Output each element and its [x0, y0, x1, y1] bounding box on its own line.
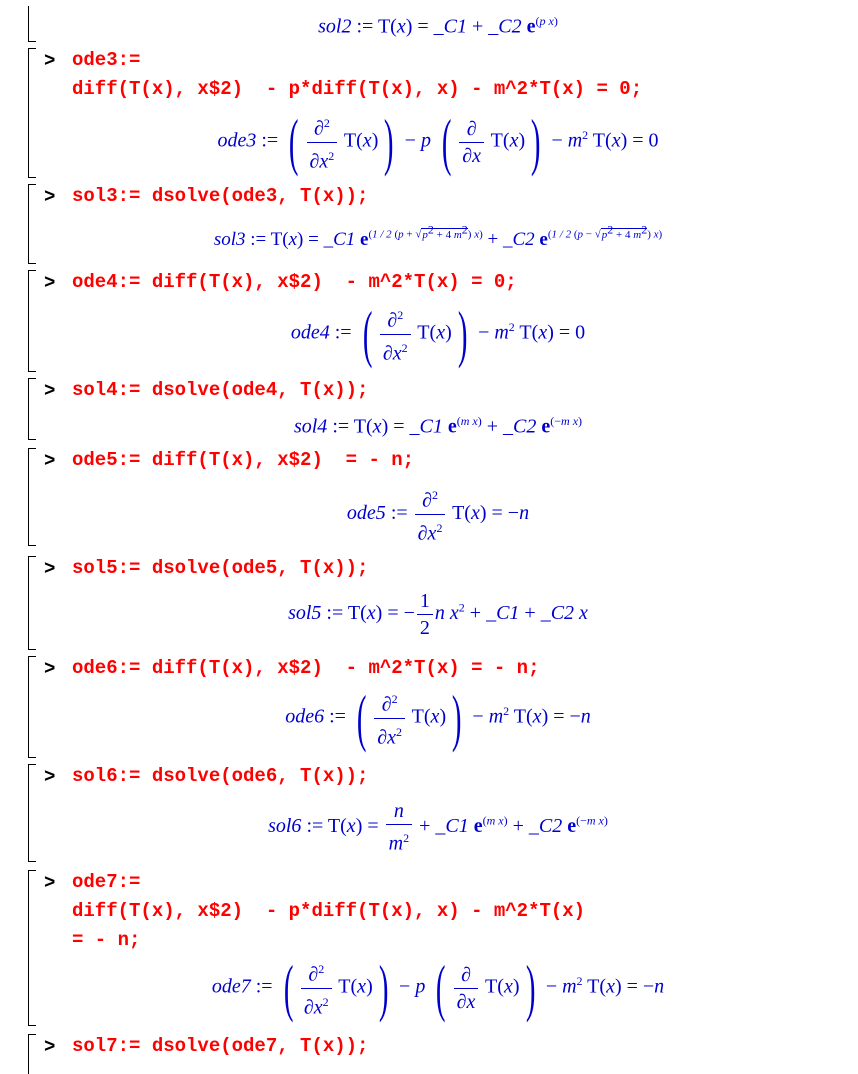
- output-name: ode7: [211, 975, 251, 998]
- output-name: ode4: [290, 321, 330, 344]
- output-name: ode3: [217, 129, 257, 152]
- exec-group-sol2[interactable]: [28, 6, 848, 42]
- input-prompt: >: [44, 766, 56, 788]
- input-ode5[interactable]: ode5:= diff(T(x), x$2) = - n;: [72, 449, 415, 471]
- input-prompt: >: [44, 186, 56, 208]
- input-sol6[interactable]: sol6:= dsolve(ode6, T(x));: [72, 765, 369, 787]
- group-bracket[interactable]: [28, 1034, 36, 1074]
- output-sol4: sol4 := T(x) = _C1 $e^{(m x)}$ + _C2 $e^{(-m x)}$: [293, 414, 583, 438]
- input-sol7[interactable]: sol7:= dsolve(ode7, T(x));: [72, 1035, 369, 1057]
- output-name: ode5: [346, 501, 386, 524]
- exec-group-sol4[interactable]: [28, 378, 848, 440]
- output-sol5: sol5 := T(x) = − $\frac{1}{2}$ n $x^2$ + _C1 + _C2 x: [288, 590, 588, 639]
- output-sol3: sol3 := T(x) = _C1 $e^{(1 / 2 (p + √p^2 + 4 m^2) x)}$ + _C2 $e^{(1 / 2 (p - √p^2 + 4 m^2) x)}$: [213, 222, 663, 250]
- output-name: sol4: [293, 415, 328, 438]
- input-ode3[interactable]: ode3:= diff(T(x), x$2) - p*diff(T(x), x) - m^2*T(x) = 0;: [72, 49, 643, 100]
- input-sol4[interactable]: sol4:= dsolve(ode4, T(x));: [72, 379, 369, 401]
- input-prompt: >: [44, 658, 56, 680]
- output-name: ode6: [285, 705, 325, 728]
- exec-group-ode3[interactable]: [28, 48, 848, 178]
- input-ode6[interactable]: ode6:= diff(T(x), x$2) - m^2*T(x) = - n;: [72, 657, 540, 679]
- output-sol6: sol6 := T(x) = $\frac{n}{m^2}$ + _C1 $e^{(m x)}$ + _C2 $e^{(-m x)}$: [268, 800, 608, 855]
- input-prompt: >: [44, 450, 56, 472]
- output-ode4: ode4 := ( $\frac{\partial^2}{\partial x^2}$ $T(x)) - m^2$ T(x) = 0: [290, 298, 586, 369]
- input-prompt: >: [44, 558, 56, 580]
- exec-group-ode6[interactable]: [28, 656, 848, 758]
- output-name: sol2: [318, 15, 352, 38]
- output-name: sol3: [213, 228, 246, 250]
- output-name: sol6: [268, 814, 302, 837]
- exec-group-ode7[interactable]: [28, 870, 848, 1026]
- exec-group-sol5[interactable]: [28, 556, 848, 650]
- input-sol3[interactable]: sol3:= dsolve(ode3, T(x));: [72, 185, 369, 207]
- input-sol5[interactable]: sol5:= dsolve(ode5, T(x));: [72, 557, 369, 579]
- input-ode4[interactable]: ode4:= diff(T(x), x$2) - m^2*T(x) = 0;: [72, 271, 517, 293]
- exec-group-ode5[interactable]: [28, 448, 848, 546]
- output-name: sol5: [288, 602, 322, 625]
- input-ode7[interactable]: ode7:= diff(T(x), x$2) - p*diff(T(x), x) - m^2*T(x) = - n;: [72, 871, 586, 951]
- input-prompt: >: [44, 1036, 56, 1058]
- exec-group-ode4[interactable]: [28, 270, 848, 372]
- input-prompt: >: [44, 872, 56, 894]
- output-ode6: ode6 := ( $\frac{\partial^2}{\partial x^2}$ $T(x)) - m^2$ T(x) = −n: [285, 682, 591, 753]
- output-ode5: ode5 := $\frac{\partial^2}{\partial x^2}$ T(x) = −n: [28, 484, 848, 544]
- input-prompt: >: [44, 50, 56, 72]
- exec-group-sol3[interactable]: [28, 184, 848, 264]
- output-ode7: ode7 := ( $\frac{\partial^2}{\partial x^2}$ T(x)) − p ( $\frac{\partial}{\partial x}$ $T(x)) - m^2$ T(x) = −n: [211, 952, 665, 1023]
- output-sol2: sol2 := T(x) = _C1 + _C2 $e^{(p x)}$: [318, 14, 558, 38]
- exec-group-sol7[interactable]: [28, 1034, 848, 1074]
- output-ode3: ode3 := ( $\frac{\partial^2}{\partial x^2}$ T(x)) − p ( $\frac{\partial}{\partial x}$ $T(x)) - m^2$ T(x) = 0: [217, 106, 659, 177]
- exec-group-sol6[interactable]: [28, 764, 848, 862]
- input-prompt: >: [44, 380, 56, 402]
- input-prompt: >: [44, 272, 56, 294]
